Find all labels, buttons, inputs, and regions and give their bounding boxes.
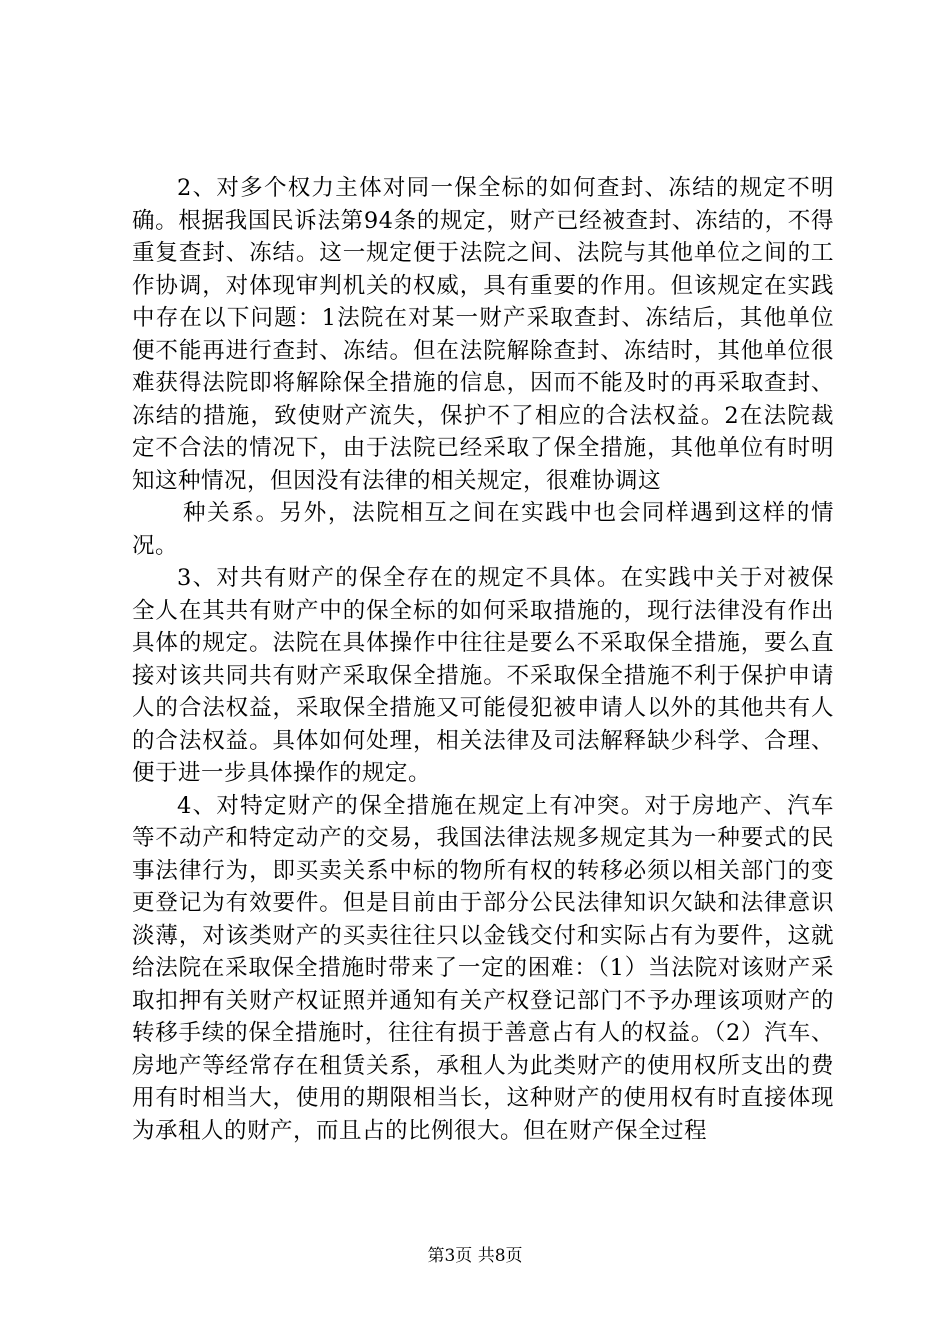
page-number-label: 第3页 共8页 bbox=[427, 1246, 523, 1266]
paragraph-4-specific-property: 4、对特定财产的保全措施在规定上有冲突。对于房地产、汽车等不动产和特定动产的交易，我国法律法规多规定其为一种要式的民事法律行为，即买卖关系中标的物所有权的转移必须以相关部门的变更登记为有效要件。但是目前由于部分公民法律知识欠缺和法律意识淡薄，对该类财产的买卖往往只以金钱交付和实际占有为要件，这就给法院在采取保全措施时带来了一定的困难：（1）当法院对该财产采取扣押有关财产权证照并通知有关产权登记部门不予办理该项财产的转移手续的保全措施时，往往有损于善意占有人的权益。（2）汽车、房地产等经常存在租赁关系，承租人为此类财产的使用权所支出的费用有时相当大，使用的期限相当长，这种财产的使用权有时直接体现为承租人的财产，而且占的比例很大。但在财产保全过程 bbox=[132, 792, 834, 1144]
paragraph-3-joint-property: 3、对共有财产的保全存在的规定不具体。在实践中关于对被保全人在其共有财产中的保全标的如何采取措施的，现行法律没有作出具体的规定。法院在具体操作中往往是要么不采取保全措施，要么直接对该共同共有财产采取保全措施。不采取保全措施不利于保护申请人的合法权益，采取保全措施又可能侵犯被申请人以外的其他共有人的合法权益。具体如何处理，相关法律及司法解释缺少科学、合理、便于进一步具体操作的规定。 bbox=[132, 565, 834, 786]
page-footer bbox=[0, 1245, 950, 1267]
document-body bbox=[132, 172, 834, 1147]
paragraph-2-continuation: 种关系。另外，法院相互之间在实践中也会同样遇到这样的情况。 bbox=[132, 500, 834, 559]
paragraph-2-multiple-authorities: 2、对多个权力主体对同一保全标的如何查封、冻结的规定不明确。根据我国民诉法第94条的规定，财产已经被查封、冻结的，不得重复查封、冻结。这一规定便于法院之间、法院与其他单位之间的工作协调，对体现审判机关的权威，具有重要的作用。但该规定在实践中存在以下问题：1法院在对某一财产采取查封、冻结后，其他单位便不能再进行查封、冻结。但在法院解除查封、冻结时，其他单位很难获得法院即将解除保全措施的信息，因而不能及时的再采取查封、冻结的措施，致使财产流失，保护不了相应的合法权益。2在法院裁定不合法的情况下，由于法院已经采取了保全措施，其他单位有时明知这种情况，但因没有法律的相关规定，很难协调这 bbox=[132, 175, 834, 494]
